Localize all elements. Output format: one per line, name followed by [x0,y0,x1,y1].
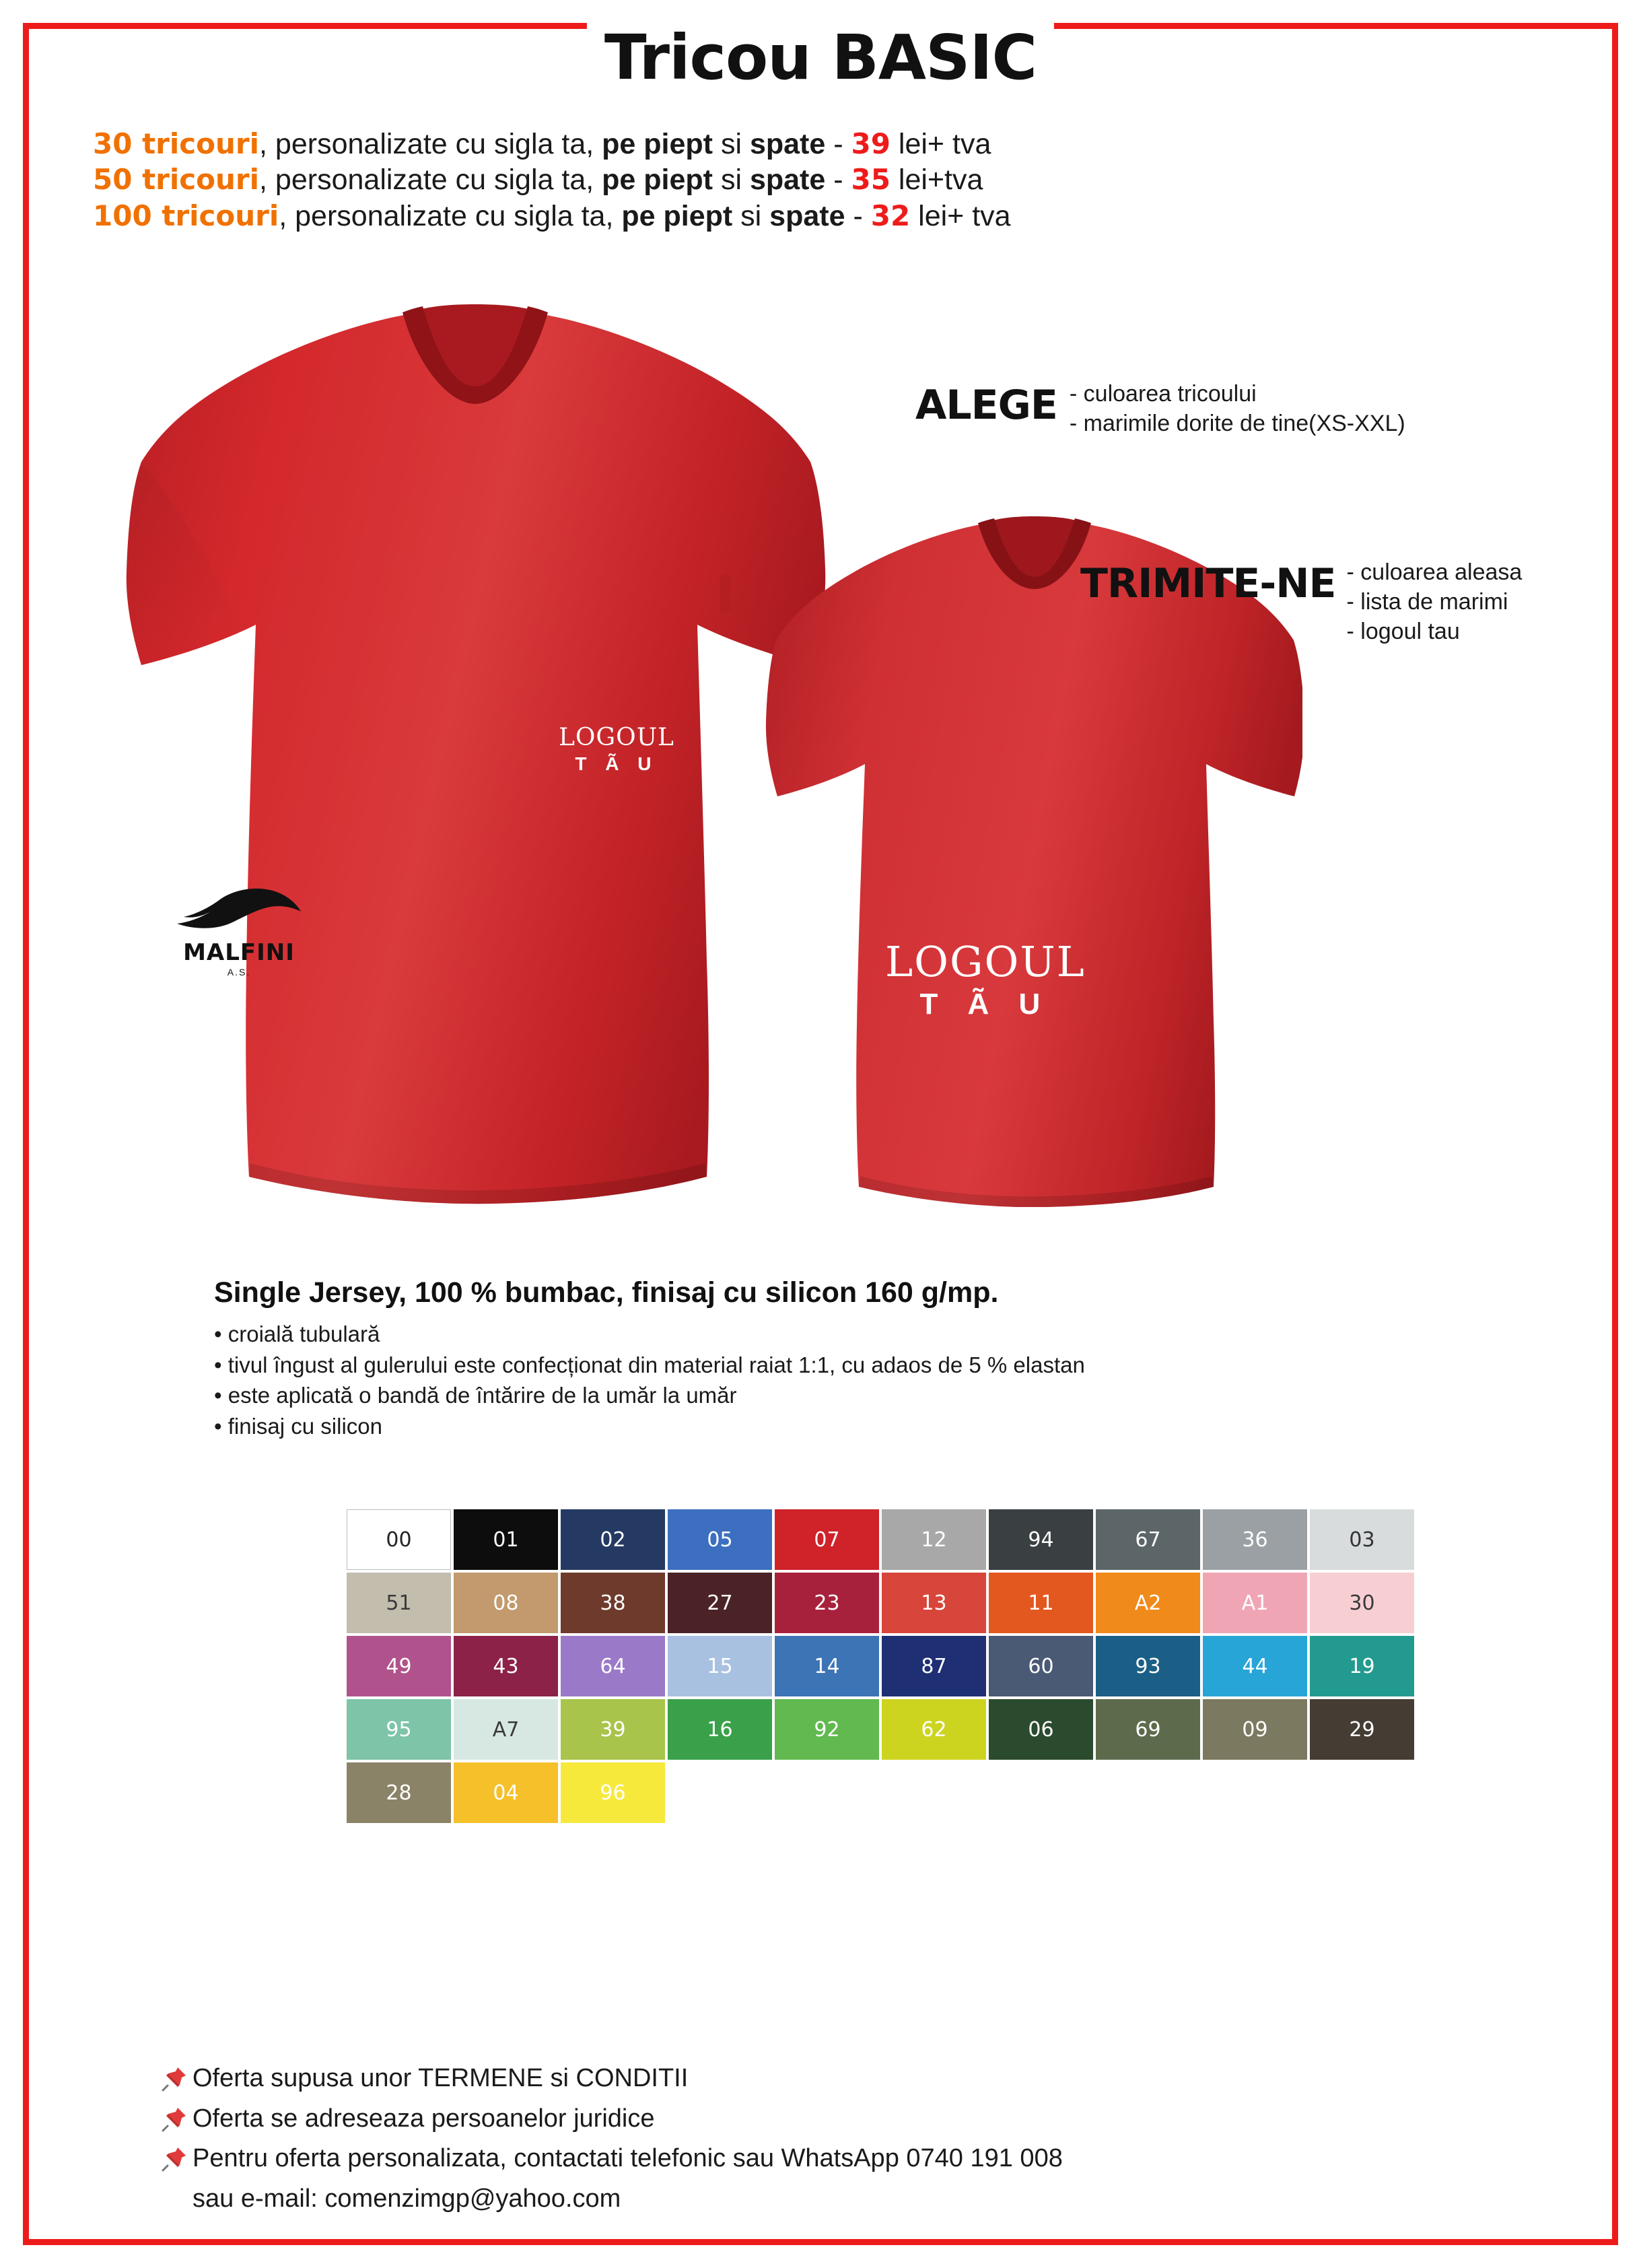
color-swatch[interactable] [989,1636,1093,1696]
footer-email-line: sau e-mail: comenzimgp@yahoo.com [193,2184,621,2213]
price-quantity: 50 tricouri [93,163,260,197]
brand-name: MALFINI [183,939,295,966]
price-line [93,127,1506,162]
color-swatch[interactable] [1310,1636,1414,1696]
swatch-code: 96 [600,1781,626,1805]
callout-alege-heading: ALEGE [915,382,1057,429]
price-value: 32 [870,199,911,232]
swatch-code: 04 [493,1781,519,1805]
swatch-code: 92 [814,1717,840,1742]
price-bold-chest: pe piept [602,164,713,197]
front-logo-line1: LOGOUL [559,724,674,751]
price-bold-back: spate [749,164,826,197]
back-logo-line1: LOGOUL [885,937,1086,986]
swatch-code: 00 [386,1527,412,1552]
color-swatch[interactable] [775,1573,879,1633]
swatch-code: 94 [1028,1527,1054,1552]
tshirt-front-image [114,288,828,1210]
list-item: - marimile dorite de tine(XS-XXL) [1069,411,1405,437]
swatch-code: 16 [707,1717,733,1742]
price-text-si: si [713,164,750,197]
color-swatch[interactable] [561,1509,665,1570]
color-swatch[interactable] [668,1509,772,1570]
swatch-code: 29 [1349,1717,1375,1742]
color-swatch[interactable] [347,1636,451,1696]
material-description [214,1276,1560,1441]
list-item: - lista de marimi [1346,589,1508,615]
color-swatch[interactable] [1096,1573,1200,1633]
list-item: - culoarea aleasa [1346,559,1523,585]
callout-trimite-heading: TRIMITE-NE [1080,560,1336,607]
swatch-code: 69 [1135,1717,1161,1742]
list-item: • croială tubulară [214,1321,380,1346]
front-logo-print [559,726,674,774]
callout-alege [915,379,1405,438]
color-swatch[interactable] [668,1636,772,1696]
color-swatch[interactable] [561,1762,665,1823]
price-dash: - [825,164,851,197]
price-text-si: si [732,199,770,232]
swatch-code: 05 [707,1527,733,1552]
swatch-code: A1 [1241,1591,1269,1615]
color-swatch[interactable] [1203,1509,1307,1570]
color-swatch[interactable] [1310,1699,1414,1760]
swatch-code: 30 [1349,1591,1375,1615]
page-title: Tricou BASIC [587,22,1054,94]
swatch-code: 23 [814,1591,840,1615]
price-suffix: lei+tva [890,164,983,197]
bird-icon [172,887,306,934]
price-text: , personalizate cu sigla ta, [259,128,602,160]
brand-sub: A.S. [227,967,251,977]
swatch-code: 14 [814,1654,840,1678]
footer-text: Pentru oferta personalizata, contactati telefonic sau WhatsApp 0740 191 008 [193,2144,1063,2173]
color-swatch[interactable] [1203,1573,1307,1633]
swatch-code: 87 [921,1654,947,1678]
swatch-row [347,1699,1417,1762]
swatch-code: 01 [493,1527,519,1552]
color-swatch[interactable] [882,1636,986,1696]
color-swatch[interactable] [454,1636,558,1696]
color-swatch[interactable] [1203,1699,1307,1760]
price-text-si: si [713,128,750,160]
swatch-row [347,1762,1417,1826]
color-swatch-grid [347,1509,1417,1826]
price-dash: - [845,199,871,232]
swatch-row [347,1636,1417,1699]
list-item: • finisaj cu silicon [214,1413,382,1439]
pushpin-icon [162,2105,193,2141]
color-swatch[interactable] [1310,1573,1414,1633]
price-quantity: 100 tricouri [93,199,279,232]
price-bold-back: spate [749,128,826,160]
swatch-code: 93 [1135,1654,1161,1678]
material-heading: Single Jersey, 100 % bumbac, finisaj cu silicon 160 g/mp. [214,1276,999,1309]
price-list [93,127,1506,234]
color-swatch[interactable] [775,1509,879,1570]
swatch-code: 28 [386,1781,412,1805]
color-swatch[interactable] [989,1573,1093,1633]
swatch-code: 43 [493,1654,519,1678]
color-swatch[interactable] [347,1699,451,1760]
price-value: 39 [851,127,891,160]
color-swatch[interactable] [1203,1636,1307,1696]
color-swatch[interactable] [668,1699,772,1760]
footer-line [162,2142,1575,2178]
swatch-code: 11 [1028,1591,1054,1615]
swatch-row [347,1573,1417,1636]
callout-trimite-list [1347,557,1523,647]
back-logo-line2: T Ã U [919,988,1051,1021]
list-item: - culoarea tricoului [1069,381,1257,407]
shirt-images [40,261,1601,1244]
price-bold-chest: pe piept [621,199,733,232]
swatch-code: 02 [600,1527,626,1552]
color-swatch[interactable] [1096,1699,1200,1760]
swatch-code: 19 [1349,1654,1375,1678]
price-bold-back: spate [769,199,845,232]
price-line [93,199,1506,234]
price-bold-chest: pe piept [602,128,713,160]
swatch-code: 08 [493,1591,519,1615]
back-logo-print [885,937,1086,1021]
price-quantity: 30 tricouri [93,127,260,160]
color-swatch[interactable] [454,1509,558,1570]
footer-line [162,2102,1575,2138]
swatch-code: 38 [600,1591,626,1615]
swatch-code: 12 [921,1527,947,1552]
color-swatch[interactable] [561,1636,665,1696]
color-swatch[interactable] [347,1573,451,1633]
price-line [93,162,1506,198]
price-value: 35 [851,163,891,197]
color-swatch[interactable] [882,1699,986,1760]
swatch-row [347,1509,1417,1573]
footer-notes [162,2062,1575,2215]
color-swatch[interactable] [347,1762,451,1823]
swatch-code: 39 [600,1717,626,1742]
color-swatch[interactable] [775,1636,879,1696]
color-swatch[interactable] [347,1509,451,1570]
swatch-code: 51 [386,1591,412,1615]
list-item: - logoul tau [1346,619,1460,645]
swatch-code: 62 [921,1717,947,1742]
swatch-code: 07 [814,1527,840,1552]
color-swatch[interactable] [989,1699,1093,1760]
color-swatch[interactable] [454,1699,558,1760]
color-swatch[interactable] [882,1509,986,1570]
color-swatch[interactable] [668,1573,772,1633]
price-suffix: lei+ tva [890,128,991,160]
swatch-code: 15 [707,1654,733,1678]
price-suffix: lei+ tva [910,199,1011,232]
color-swatch[interactable] [454,1573,558,1633]
malfini-brand-logo [162,887,316,977]
title-row [40,22,1601,105]
color-swatch[interactable] [882,1573,986,1633]
swatch-code: 67 [1135,1527,1161,1552]
swatch-code: 03 [1349,1527,1375,1552]
swatch-code: 60 [1028,1654,1054,1678]
swatch-code: 13 [921,1591,947,1615]
swatch-code: 27 [707,1591,733,1615]
color-swatch[interactable] [561,1699,665,1760]
price-dash: - [825,128,851,160]
list-item: • tivul îngust al gulerului este confecționat din material raiat 1:1, cu adaos de 5 % elastan [214,1352,1085,1377]
footer-line [162,2062,1575,2098]
color-swatch[interactable] [1310,1509,1414,1570]
material-bullets [214,1319,1560,1441]
swatch-code: A2 [1134,1591,1162,1615]
swatch-code: 49 [386,1654,412,1678]
swatch-code: 06 [1028,1717,1054,1742]
callout-alege-list [1070,379,1405,438]
swatch-code: A7 [492,1717,520,1742]
pushpin-icon [162,2065,193,2100]
color-swatch[interactable] [1096,1509,1200,1570]
swatch-code: 44 [1242,1654,1268,1678]
swatch-code: 09 [1242,1717,1268,1742]
footer-text: Oferta supusa unor TERMENE si CONDITII [193,2064,689,2093]
swatch-code: 36 [1242,1527,1268,1552]
list-item: • este aplicată o bandă de întărire de la umăr la umăr [214,1383,737,1408]
color-swatch[interactable] [561,1573,665,1633]
color-swatch[interactable] [454,1762,558,1823]
swatch-code: 64 [600,1654,626,1678]
price-text: , personalizate cu sigla ta, [259,164,602,197]
color-swatch[interactable] [775,1699,879,1760]
footer-text: Oferta se adreseaza persoanelor juridice [193,2104,655,2133]
front-logo-line2: T Ã U [575,753,658,774]
price-text: , personalizate cu sigla ta, [279,199,622,232]
color-swatch[interactable] [1096,1636,1200,1696]
swatch-code: 95 [386,1717,412,1742]
pushpin-icon [162,2145,193,2180]
color-swatch[interactable] [989,1509,1093,1570]
callout-trimite-ne [1080,557,1522,647]
